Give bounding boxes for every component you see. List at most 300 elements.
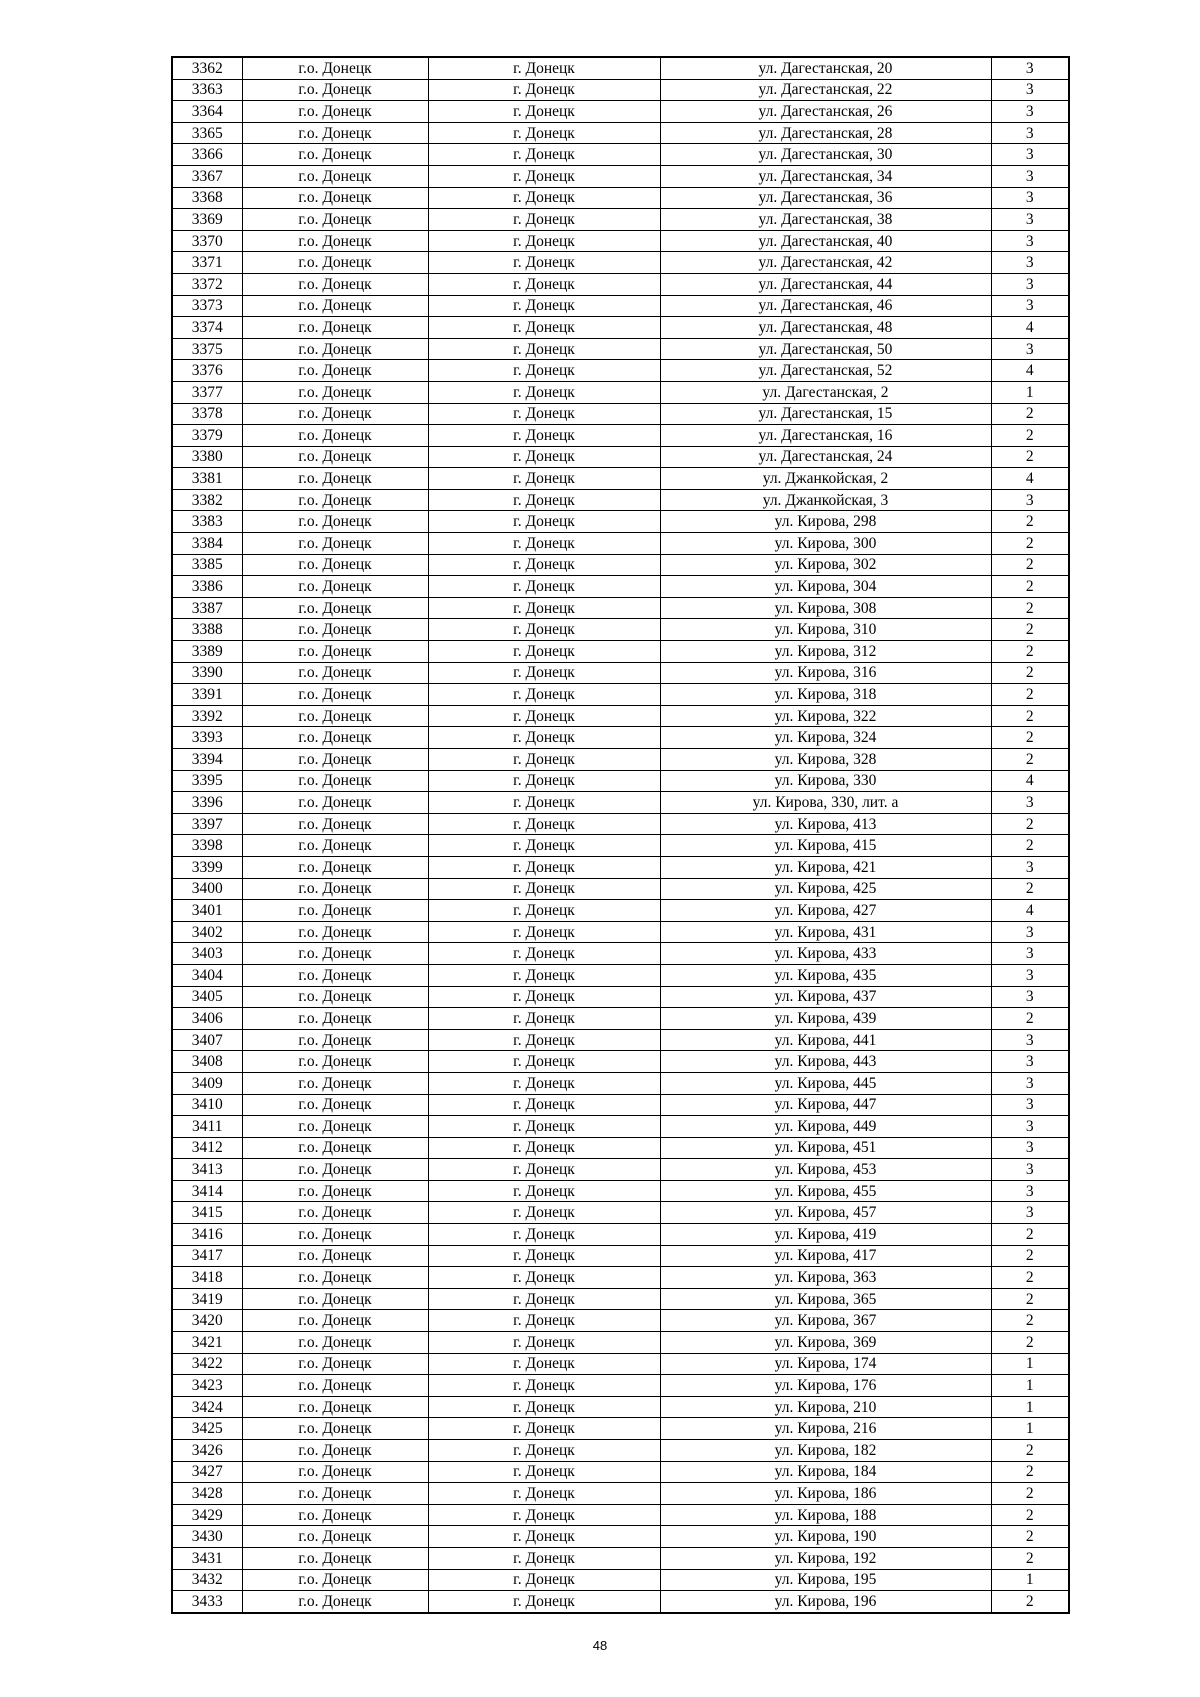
address-cell: ул. Кирова, 182 [660,1440,991,1462]
city-cell: г. Донецк [428,921,660,943]
address-cell: ул. Кирова, 437 [660,986,991,1008]
table-row [172,705,1069,727]
address-cell: ул. Кирова, 176 [660,1375,991,1397]
count-cell: 2 [991,1440,1069,1462]
table-row [172,576,1069,598]
city-cell: г. Донецк [428,1180,660,1202]
table-row [172,641,1069,663]
table-row [172,1332,1069,1354]
row-number-cell: 3377 [172,381,242,403]
address-table-body [172,57,1069,1613]
district-cell: г.о. Донецк [242,1440,428,1462]
row-number-cell: 3397 [172,813,242,835]
district-cell: г.о. Донецк [242,964,428,986]
count-cell: 3 [991,1094,1069,1116]
table-row [172,1245,1069,1267]
district-cell: г.о. Донецк [242,489,428,511]
table-row [172,856,1069,878]
table-row [172,1267,1069,1289]
table-row [172,792,1069,814]
district-cell: г.о. Донецк [242,144,428,166]
address-cell: ул. Кирова, 304 [660,576,991,598]
table-row [172,252,1069,274]
row-number-cell: 3394 [172,749,242,771]
count-cell: 2 [991,705,1069,727]
city-cell: г. Донецк [428,1396,660,1418]
row-number-cell: 3387 [172,597,242,619]
row-number-cell: 3409 [172,1072,242,1094]
row-number-cell: 3381 [172,468,242,490]
row-number-cell: 3422 [172,1353,242,1375]
district-cell: г.о. Донецк [242,727,428,749]
address-cell: ул. Кирова, 188 [660,1504,991,1526]
count-cell: 2 [991,749,1069,771]
city-cell: г. Донецк [428,684,660,706]
count-cell: 3 [991,1159,1069,1181]
district-cell: г.о. Донецк [242,1072,428,1094]
address-cell: ул. Кирова, 192 [660,1547,991,1569]
count-cell: 3 [991,1202,1069,1224]
district-cell: г.о. Донецк [242,165,428,187]
address-cell: ул. Кирова, 302 [660,554,991,576]
district-cell: г.о. Донецк [242,1094,428,1116]
city-cell: г. Донецк [428,360,660,382]
count-cell: 3 [991,1180,1069,1202]
address-table [171,56,1070,1614]
row-number-cell: 3386 [172,576,242,598]
table-row [172,813,1069,835]
city-cell: г. Донецк [428,943,660,965]
district-cell: г.о. Донецк [242,576,428,598]
count-cell: 3 [991,1029,1069,1051]
district-cell: г.о. Донецк [242,1526,428,1548]
address-cell: ул. Кирова, 190 [660,1526,991,1548]
city-cell: г. Донецк [428,144,660,166]
row-number-cell: 3368 [172,187,242,209]
district-cell: г.о. Донецк [242,597,428,619]
address-cell: ул. Кирова, 324 [660,727,991,749]
table-row [172,1137,1069,1159]
district-cell: г.о. Донецк [242,878,428,900]
district-cell: г.о. Донецк [242,381,428,403]
district-cell: г.о. Донецк [242,230,428,252]
address-cell: ул. Кирова, 184 [660,1461,991,1483]
district-cell: г.о. Донецк [242,1375,428,1397]
district-cell: г.о. Донецк [242,425,428,447]
table-row [172,1375,1069,1397]
table-row [172,273,1069,295]
address-cell: ул. Кирова, 300 [660,533,991,555]
count-cell: 2 [991,878,1069,900]
table-row [172,749,1069,771]
district-cell: г.о. Донецк [242,252,428,274]
table-row [172,468,1069,490]
city-cell: г. Донецк [428,1461,660,1483]
table-row [172,144,1069,166]
table-row [172,533,1069,555]
row-number-cell: 3373 [172,295,242,317]
district-cell: г.о. Донецк [242,403,428,425]
row-number-cell: 3378 [172,403,242,425]
city-cell: г. Донецк [428,381,660,403]
address-cell: ул. Кирова, 413 [660,813,991,835]
count-cell: 2 [991,1310,1069,1332]
table-row [172,770,1069,792]
table-row [172,1224,1069,1246]
table-row [172,1418,1069,1440]
district-cell: г.о. Донецк [242,295,428,317]
row-number-cell: 3407 [172,1029,242,1051]
count-cell: 1 [991,1569,1069,1591]
table-row [172,230,1069,252]
district-cell: г.о. Донецк [242,792,428,814]
count-cell: 3 [991,295,1069,317]
city-cell: г. Донецк [428,273,660,295]
address-cell: ул. Дагестанская, 15 [660,403,991,425]
count-cell: 3 [991,964,1069,986]
city-cell: г. Донецк [428,533,660,555]
district-cell: г.о. Донецк [242,986,428,1008]
row-number-cell: 3403 [172,943,242,965]
district-cell: г.о. Донецк [242,1051,428,1073]
city-cell: г. Донецк [428,122,660,144]
table-row [172,921,1069,943]
table-row [172,619,1069,641]
city-cell: г. Донецк [428,425,660,447]
city-cell: г. Донецк [428,1591,660,1613]
row-number-cell: 3371 [172,252,242,274]
count-cell: 4 [991,900,1069,922]
address-cell: ул. Дагестанская, 36 [660,187,991,209]
city-cell: г. Донецк [428,252,660,274]
row-number-cell: 3389 [172,641,242,663]
row-number-cell: 3376 [172,360,242,382]
row-number-cell: 3410 [172,1094,242,1116]
count-cell: 2 [991,1461,1069,1483]
table-row [172,943,1069,965]
table-row [172,597,1069,619]
address-cell: ул. Кирова, 186 [660,1483,991,1505]
address-cell: ул. Кирова, 330 [660,770,991,792]
city-cell: г. Донецк [428,165,660,187]
city-cell: г. Донецк [428,1504,660,1526]
district-cell: г.о. Донецк [242,835,428,857]
row-number-cell: 3413 [172,1159,242,1181]
city-cell: г. Донецк [428,1267,660,1289]
row-number-cell: 3429 [172,1504,242,1526]
city-cell: г. Донецк [428,1116,660,1138]
address-cell: ул. Кирова, 318 [660,684,991,706]
row-number-cell: 3390 [172,662,242,684]
count-cell: 2 [991,576,1069,598]
city-cell: г. Донецк [428,900,660,922]
address-cell: ул. Дагестанская, 16 [660,425,991,447]
row-number-cell: 3404 [172,964,242,986]
address-cell: ул. Кирова, 195 [660,1569,991,1591]
table-row [172,878,1069,900]
row-number-cell: 3428 [172,1483,242,1505]
district-cell: г.о. Донецк [242,1245,428,1267]
city-cell: г. Донецк [428,489,660,511]
table-row [172,1483,1069,1505]
count-cell: 3 [991,101,1069,123]
table-row [172,403,1069,425]
district-cell: г.о. Донецк [242,662,428,684]
table-row [172,1202,1069,1224]
city-cell: г. Донецк [428,1526,660,1548]
table-row [172,381,1069,403]
table-row [172,662,1069,684]
district-cell: г.о. Донецк [242,921,428,943]
table-row [172,1591,1069,1613]
address-cell: ул. Дагестанская, 52 [660,360,991,382]
count-cell: 3 [991,1137,1069,1159]
table-row [172,1180,1069,1202]
row-number-cell: 3401 [172,900,242,922]
table-row [172,338,1069,360]
address-cell: ул. Кирова, 455 [660,1180,991,1202]
count-cell: 3 [991,986,1069,1008]
table-row [172,727,1069,749]
row-number-cell: 3393 [172,727,242,749]
address-cell: ул. Кирова, 431 [660,921,991,943]
district-cell: г.о. Донецк [242,943,428,965]
row-number-cell: 3408 [172,1051,242,1073]
table-row [172,1353,1069,1375]
city-cell: г. Донецк [428,338,660,360]
address-cell: ул. Кирова, 216 [660,1418,991,1440]
row-number-cell: 3364 [172,101,242,123]
address-cell: ул. Кирова, 415 [660,835,991,857]
address-cell: ул. Кирова, 421 [660,856,991,878]
district-cell: г.о. Донецк [242,1202,428,1224]
city-cell: г. Донецк [428,101,660,123]
table-row [172,554,1069,576]
row-number-cell: 3370 [172,230,242,252]
row-number-cell: 3375 [172,338,242,360]
district-cell: г.о. Донецк [242,209,428,231]
count-cell: 2 [991,641,1069,663]
district-cell: г.о. Донецк [242,1591,428,1613]
row-number-cell: 3398 [172,835,242,857]
district-cell: г.о. Донецк [242,273,428,295]
row-number-cell: 3399 [172,856,242,878]
district-cell: г.о. Донецк [242,1029,428,1051]
address-cell: ул. Кирова, 419 [660,1224,991,1246]
row-number-cell: 3426 [172,1440,242,1462]
address-cell: ул. Кирова, 427 [660,900,991,922]
row-number-cell: 3367 [172,165,242,187]
count-cell: 2 [991,425,1069,447]
address-cell: ул. Кирова, 312 [660,641,991,663]
table-row [172,1072,1069,1094]
city-cell: г. Донецк [428,770,660,792]
count-cell: 3 [991,338,1069,360]
count-cell: 3 [991,943,1069,965]
count-cell: 3 [991,921,1069,943]
district-cell: г.о. Донецк [242,554,428,576]
row-number-cell: 3391 [172,684,242,706]
district-cell: г.о. Донецк [242,1504,428,1526]
city-cell: г. Донецк [428,964,660,986]
address-cell: ул. Дагестанская, 22 [660,79,991,101]
district-cell: г.о. Донецк [242,641,428,663]
count-cell: 3 [991,489,1069,511]
district-cell: г.о. Донецк [242,684,428,706]
address-cell: ул. Дагестанская, 42 [660,252,991,274]
table-row [172,165,1069,187]
row-number-cell: 3369 [172,209,242,231]
count-cell: 3 [991,856,1069,878]
table-row [172,360,1069,382]
row-number-cell: 3385 [172,554,242,576]
district-cell: г.о. Донецк [242,1547,428,1569]
count-cell: 3 [991,1072,1069,1094]
district-cell: г.о. Донецк [242,533,428,555]
table-row [172,1116,1069,1138]
row-number-cell: 3423 [172,1375,242,1397]
address-cell: ул. Кирова, 363 [660,1267,991,1289]
address-cell: ул. Кирова, 445 [660,1072,991,1094]
table-row [172,209,1069,231]
city-cell: г. Донецк [428,511,660,533]
count-cell: 2 [991,554,1069,576]
city-cell: г. Донецк [428,1245,660,1267]
address-cell: ул. Дагестанская, 40 [660,230,991,252]
district-cell: г.о. Донецк [242,1396,428,1418]
count-cell: 3 [991,252,1069,274]
address-cell: ул. Дагестанская, 34 [660,165,991,187]
city-cell: г. Донецк [428,1440,660,1462]
district-cell: г.о. Донецк [242,79,428,101]
district-cell: г.о. Донецк [242,1288,428,1310]
district-cell: г.о. Донецк [242,187,428,209]
count-cell: 3 [991,230,1069,252]
row-number-cell: 3427 [172,1461,242,1483]
row-number-cell: 3366 [172,144,242,166]
district-cell: г.о. Донецк [242,1483,428,1505]
address-cell: ул. Дагестанская, 48 [660,317,991,339]
count-cell: 4 [991,468,1069,490]
table-row [172,964,1069,986]
address-cell: ул. Дагестанская, 24 [660,446,991,468]
count-cell: 2 [991,1224,1069,1246]
row-number-cell: 3396 [172,792,242,814]
count-cell: 2 [991,597,1069,619]
address-cell: ул. Кирова, 365 [660,1288,991,1310]
row-number-cell: 3402 [172,921,242,943]
row-number-cell: 3392 [172,705,242,727]
address-cell: ул. Дагестанская, 44 [660,273,991,295]
district-cell: г.о. Донецк [242,446,428,468]
count-cell: 2 [991,684,1069,706]
address-cell: ул. Кирова, 308 [660,597,991,619]
count-cell: 2 [991,1288,1069,1310]
count-cell: 1 [991,1353,1069,1375]
page-number: 48 [592,1638,608,1653]
city-cell: г. Донецк [428,57,660,79]
district-cell: г.о. Донецк [242,856,428,878]
row-number-cell: 3382 [172,489,242,511]
district-cell: г.о. Донецк [242,1116,428,1138]
row-number-cell: 3400 [172,878,242,900]
district-cell: г.о. Донецк [242,511,428,533]
district-cell: г.о. Донецк [242,619,428,641]
city-cell: г. Донецк [428,749,660,771]
district-cell: г.о. Донецк [242,360,428,382]
address-cell: ул. Кирова, 425 [660,878,991,900]
city-cell: г. Донецк [428,986,660,1008]
table-row [172,1569,1069,1591]
table-row [172,900,1069,922]
row-number-cell: 3417 [172,1245,242,1267]
address-cell: ул. Джанкойская, 2 [660,468,991,490]
district-cell: г.о. Донецк [242,317,428,339]
row-number-cell: 3430 [172,1526,242,1548]
count-cell: 2 [991,1267,1069,1289]
row-number-cell: 3414 [172,1180,242,1202]
address-cell: ул. Кирова, 330, лит. а [660,792,991,814]
table-row [172,835,1069,857]
row-number-cell: 3418 [172,1267,242,1289]
address-cell: ул. Кирова, 451 [660,1137,991,1159]
city-cell: г. Донецк [428,554,660,576]
address-cell: ул. Кирова, 435 [660,964,991,986]
district-cell: г.о. Донецк [242,770,428,792]
row-number-cell: 3362 [172,57,242,79]
row-number-cell: 3405 [172,986,242,1008]
count-cell: 3 [991,79,1069,101]
address-cell: ул. Дагестанская, 26 [660,101,991,123]
address-cell: ул. Кирова, 439 [660,1008,991,1030]
city-cell: г. Донецк [428,1353,660,1375]
city-cell: г. Донецк [428,79,660,101]
row-number-cell: 3372 [172,273,242,295]
address-cell: ул. Кирова, 367 [660,1310,991,1332]
city-cell: г. Донецк [428,1332,660,1354]
row-number-cell: 3432 [172,1569,242,1591]
district-cell: г.о. Донецк [242,1159,428,1181]
city-cell: г. Донецк [428,1375,660,1397]
address-cell: ул. Кирова, 316 [660,662,991,684]
table-row [172,1094,1069,1116]
district-cell: г.о. Донецк [242,1418,428,1440]
row-number-cell: 3388 [172,619,242,641]
count-cell: 2 [991,1526,1069,1548]
row-number-cell: 3374 [172,317,242,339]
address-cell: ул. Кирова, 210 [660,1396,991,1418]
city-cell: г. Донецк [428,468,660,490]
address-cell: ул. Кирова, 174 [660,1353,991,1375]
count-cell: 2 [991,727,1069,749]
table-row [172,1526,1069,1548]
count-cell: 2 [991,835,1069,857]
count-cell: 1 [991,381,1069,403]
address-cell: ул. Кирова, 196 [660,1591,991,1613]
count-cell: 3 [991,165,1069,187]
count-cell: 4 [991,770,1069,792]
table-row [172,1051,1069,1073]
district-cell: г.о. Донецк [242,101,428,123]
address-cell: ул. Кирова, 457 [660,1202,991,1224]
count-cell: 2 [991,1008,1069,1030]
address-cell: ул. Кирова, 298 [660,511,991,533]
table-row [172,425,1069,447]
city-cell: г. Донецк [428,1094,660,1116]
count-cell: 3 [991,187,1069,209]
count-cell: 2 [991,1547,1069,1569]
city-cell: г. Донецк [428,597,660,619]
